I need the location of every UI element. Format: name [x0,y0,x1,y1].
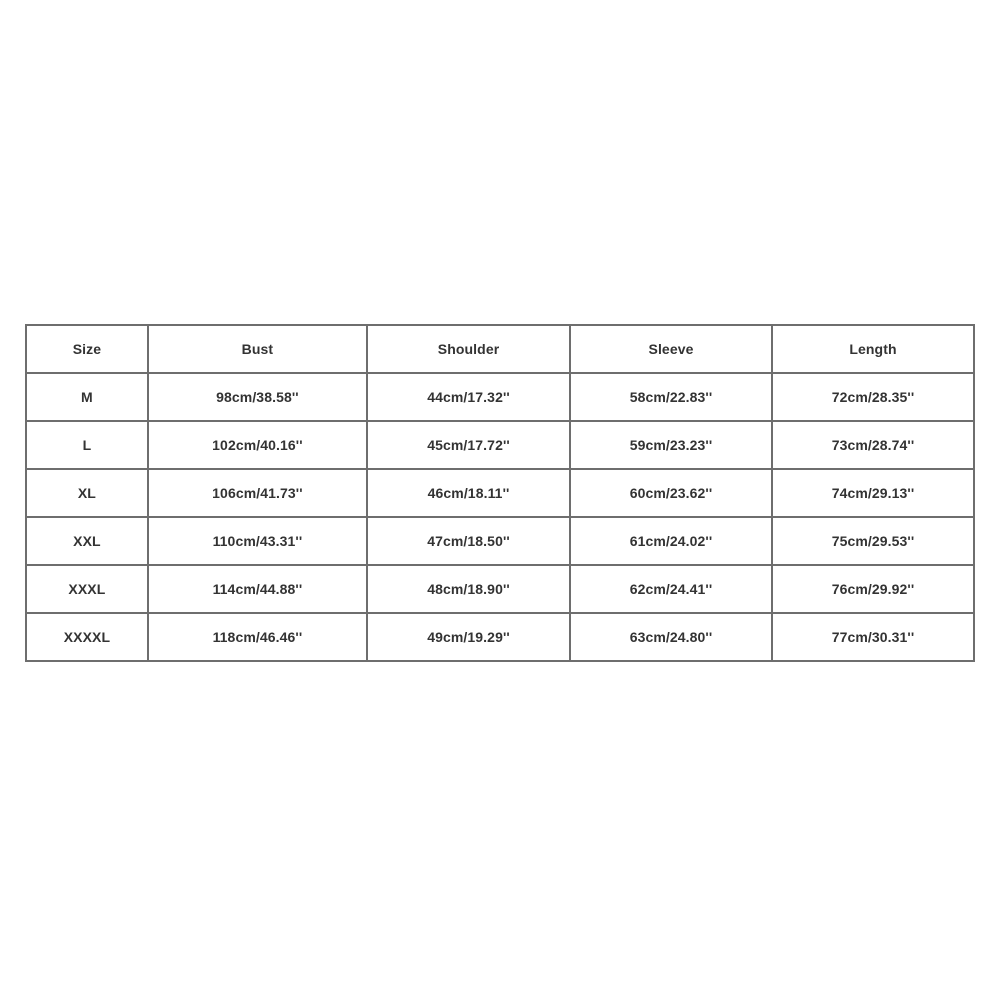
cell-sleeve: 59cm/23.23'' [570,421,772,469]
cell-length: 77cm/30.31'' [772,613,974,661]
header-shoulder: Shoulder [367,325,570,373]
cell-bust: 98cm/38.58'' [148,373,367,421]
cell-length: 73cm/28.74'' [772,421,974,469]
cell-sleeve: 58cm/22.83'' [570,373,772,421]
cell-bust: 110cm/43.31'' [148,517,367,565]
table-row [26,517,974,565]
cell-length: 76cm/29.92'' [772,565,974,613]
cell-sleeve: 63cm/24.80'' [570,613,772,661]
cell-shoulder: 45cm/17.72'' [367,421,570,469]
cell-sleeve: 60cm/23.62'' [570,469,772,517]
cell-size: XXXL [26,565,148,613]
cell-size: XXL [26,517,148,565]
header-size: Size [26,325,148,373]
cell-shoulder: 46cm/18.11'' [367,469,570,517]
table-header-row [26,325,974,373]
header-length: Length [772,325,974,373]
cell-size: XXXXL [26,613,148,661]
cell-size: M [26,373,148,421]
cell-shoulder: 48cm/18.90'' [367,565,570,613]
cell-shoulder: 47cm/18.50'' [367,517,570,565]
header-sleeve: Sleeve [570,325,772,373]
table-row [26,565,974,613]
cell-length: 75cm/29.53'' [772,517,974,565]
cell-bust: 114cm/44.88'' [148,565,367,613]
cell-length: 74cm/29.13'' [772,469,974,517]
cell-bust: 106cm/41.73'' [148,469,367,517]
cell-shoulder: 44cm/17.32'' [367,373,570,421]
table-row [26,373,974,421]
table-row [26,613,974,661]
cell-size: XL [26,469,148,517]
cell-shoulder: 49cm/19.29'' [367,613,570,661]
cell-bust: 102cm/40.16'' [148,421,367,469]
cell-bust: 118cm/46.46'' [148,613,367,661]
size-chart-table [25,324,975,662]
cell-size: L [26,421,148,469]
table-row [26,469,974,517]
cell-sleeve: 62cm/24.41'' [570,565,772,613]
cell-sleeve: 61cm/24.02'' [570,517,772,565]
table-row [26,421,974,469]
cell-length: 72cm/28.35'' [772,373,974,421]
header-bust: Bust [148,325,367,373]
